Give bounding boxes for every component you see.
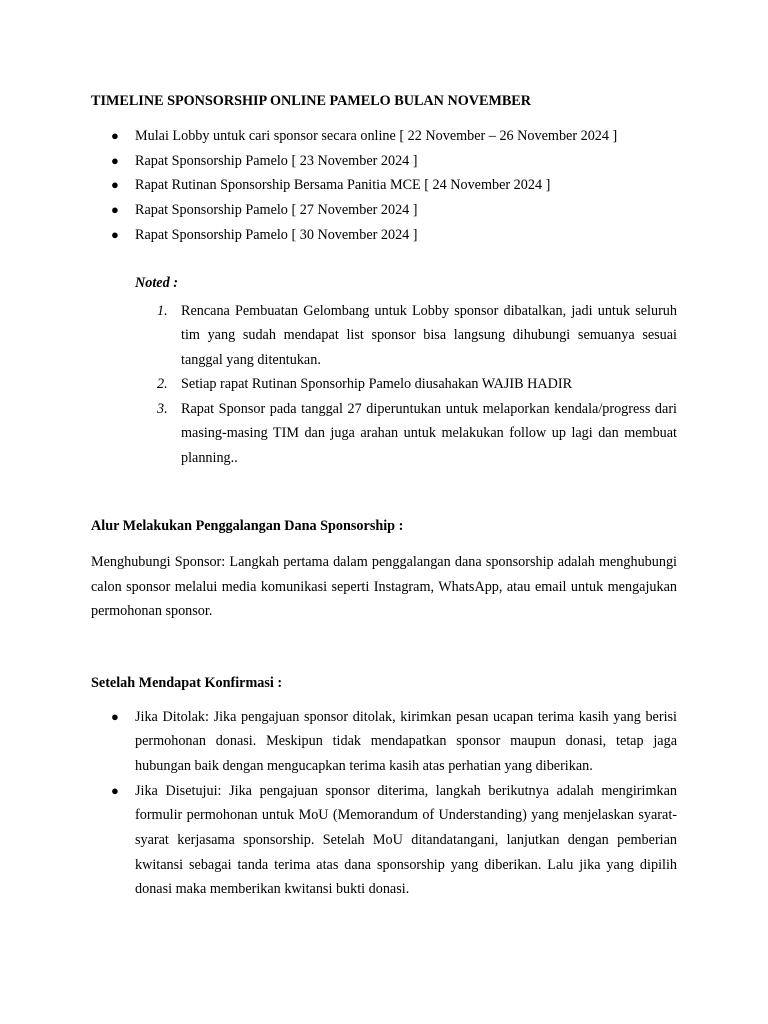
notes-list (91, 299, 677, 471)
bullet-icon: ● (111, 202, 119, 218)
noted-label: Noted : (135, 274, 178, 291)
document-page (91, 90, 677, 902)
confirmation-item: ● Jika Ditolak: Jika pengajuan sponsor ditolak, kirimkan pesan ucapan terima kasih yang berisi permohonan donasi. Meskipun tidak mendapatkan sponsor maupun donasi, tetap jaga hubungan baik dengan mengucapkan terima kasih atas perhatian yang diberikan. (91, 705, 677, 779)
schedule-list (91, 124, 677, 248)
bullet-icon: ● (111, 177, 119, 193)
bullet-icon: ● (111, 708, 119, 724)
note-item: 2. Setiap rapat Rutinan Sponsorhip Pamelo diusahakan WAJIB HADIR (91, 372, 677, 397)
confirmation-list (91, 705, 677, 903)
schedule-item: ● Rapat Sponsorship Pamelo [ 30 November 2024 ] (91, 223, 677, 248)
note-number: 2. (157, 376, 168, 393)
bullet-icon: ● (111, 128, 119, 143)
document-title: TIMELINE SPONSORSHIP ONLINE PAMELO BULAN NOVEMBER (91, 93, 532, 109)
bullet-icon: ● (111, 782, 119, 798)
bullet-icon: ● (111, 226, 119, 242)
schedule-item: ● Rapat Sponsorship Pamelo [ 23 November 2024 ] (91, 149, 677, 174)
schedule-item: ● Mulai Lobby untuk cari sponsor secara online [ 22 November – 26 November 2024 ] (91, 124, 677, 149)
schedule-item: ● Rapat Rutinan Sponsorship Bersama Panitia MCE [ 24 November 2024 ] (91, 173, 677, 198)
note-number: 1. (157, 302, 168, 319)
alur-paragraph: Menghubungi Sponsor: Langkah pertama dalam penggalangan dana sponsorship adalah menghubungi calon sponsor melalui media komunikasi seperti Instagram, WhatsApp, atau email untuk mengajukan permohonan sponsor. (91, 554, 677, 620)
bullet-icon: ● (111, 152, 119, 168)
setelah-heading: Setelah Mendapat Konfirmasi : (91, 674, 283, 691)
alur-heading: Alur Melakukan Penggalangan Dana Sponsorship : (91, 518, 404, 535)
note-item: 3. Rapat Sponsor pada tanggal 27 diperuntukan untuk melaporkan kendala/progress dari masing-masing TIM dan juga arahan untuk melakukan follow up lagi dan membuat planning.. (91, 397, 677, 471)
schedule-item: ● Rapat Sponsorship Pamelo [ 27 November 2024 ] (91, 198, 677, 223)
note-item: 1. Rencana Pembuatan Gelombang untuk Lobby sponsor dibatalkan, jadi untuk seluruh tim yang sudah mendapat list sponsor bisa langsung dihubungi semuanya sesuai tanggal yang ditentukan. (91, 299, 677, 373)
confirmation-item: ● Jika Disetujui: Jika pengajuan sponsor diterima, langkah berikutnya adalah mengirimkan formulir permohonan untuk MoU (Memorandum of Understanding) yang menjelaskan syarat-syarat kerjasama sponsorship. Setelah MoU ditandatangani, lanjutkan dengan pemberian kwitansi sebagai tanda terima atas dana sponsorship yang diberikan. Lalu jika yang dipilih donasi maka memberikan kwitansi bukti donasi. (91, 779, 677, 903)
note-number: 3. (157, 400, 168, 417)
